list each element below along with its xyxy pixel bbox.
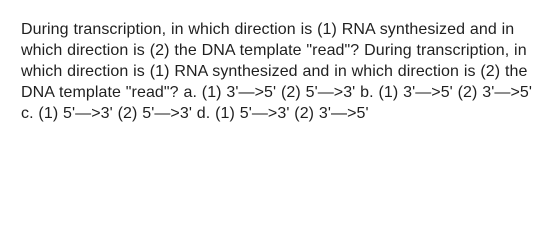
question-text: During transcription, in which direction is (1) RNA synthesized and in which direction is (2) the DNA template "read"? During transcription, in which direction is (1) RNA synthesized and in which direction is (2) the DNA template "read"? a. (1) 3'—>5' (2) 5'—>3' b. (1) 3'—>5' (2) 3'—>5' c. (1) 5'—>3' (2) 5'—>3' d. (1) 5'—>3' (2) 3'—>5' — [21, 21, 532, 122]
